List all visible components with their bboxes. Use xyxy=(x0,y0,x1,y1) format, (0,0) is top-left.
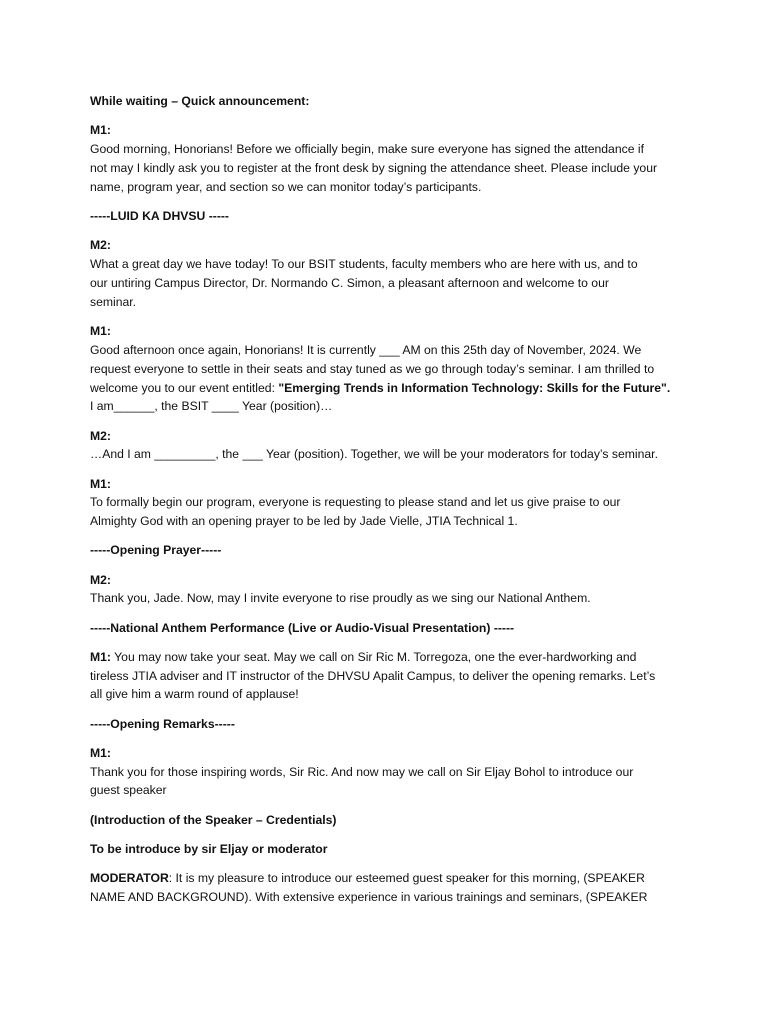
text-line: NAME AND BACKGROUND). With extensive experience in various trainings and seminars, (SPEAKER xyxy=(90,889,648,904)
heading-quick-announcement: While waiting – Quick announcement: xyxy=(90,94,310,108)
paragraph-m1-opening-remarks xyxy=(90,648,690,705)
paragraph-m2-moderators xyxy=(90,427,690,465)
text-line: What a great day we have today! To our BSIT students, faculty members who are here with us, and to xyxy=(90,256,638,271)
speaker-label: MODERATOR xyxy=(90,870,169,885)
text-line: Good afternoon once again, Honorians! It is currently ___ AM on this 25th day of November, 2024. We xyxy=(90,342,642,357)
event-title: "Emerging Trends in Information Technology: Skills for the Future". xyxy=(278,380,671,395)
paragraph-moderator-intro xyxy=(90,869,690,907)
paragraph-m1-prayer xyxy=(90,475,690,532)
section-marker-luid: -----LUID KA DHVSU ----- xyxy=(90,208,229,223)
paragraph-m1-event-title xyxy=(90,322,690,417)
speaker-label: M1: xyxy=(90,323,111,338)
speaker-label: M1: xyxy=(90,123,111,138)
paragraph-m2-anthem xyxy=(90,571,690,609)
text-line: our untiring Campus Director, Dr. Normando C. Simon, a pleasant afternoon and welcome to our xyxy=(90,275,609,290)
text-segment: welcome you to our event entitled: xyxy=(90,380,279,395)
speaker-label: M2: xyxy=(90,572,111,587)
document-page xyxy=(90,92,690,917)
text-line: guest speaker xyxy=(90,783,167,798)
heading-speaker-introduction: (Introduction of the Speaker – Credentials) xyxy=(90,812,337,827)
text-line-inline-speaker xyxy=(90,869,690,888)
section-marker-opening-prayer: -----Opening Prayer----- xyxy=(90,543,222,558)
text-segment: You may now take your seat. May we call on Sir Ric M. Torregoza, one the ever-hardworking and xyxy=(111,649,637,664)
text-line: all give him a warm round of applause! xyxy=(90,687,299,702)
paragraph-m2-welcome xyxy=(90,236,690,312)
heading-introducer-note: To be introduce by sir Eljay or moderator xyxy=(90,841,328,856)
text-line: Thank you, Jade. Now, may I invite everyone to rise proudly as we sing our National Anthem. xyxy=(90,591,591,606)
text-line: not may I kindly ask you to register at the front desk by signing the attendance sheet. Please include your xyxy=(90,160,658,175)
section-marker-opening-remarks: -----Opening Remarks----- xyxy=(90,716,235,731)
text-line: I am______, the BSIT ____ Year (position)… xyxy=(90,399,333,414)
text-segment: : It is my pleasure to introduce our esteemed guest speaker for this morning, (SPEAKER xyxy=(168,870,645,885)
text-line-inline-speaker xyxy=(90,648,690,667)
section-marker-national-anthem: -----National Anthem Performance (Live or Audio-Visual Presentation) ----- xyxy=(90,620,515,635)
text-line: Almighty God with an opening prayer to be led by Jade Vielle, JTIA Technical 1. xyxy=(90,514,518,529)
text-line: Thank you for those inspiring words, Sir Ric. And now may we call on Sir Eljay Bohol to introduce our xyxy=(90,764,634,779)
text-line: name, program year, and section so we can monitor today’s participants. xyxy=(90,179,482,194)
text-line: request everyone to settle in their seats and stay tuned as we go through today’s seminar. I am thrilled to xyxy=(90,361,655,376)
speaker-label: M2: xyxy=(90,238,111,252)
text-line: To formally begin our program, everyone is requesting to please stand and let us give praise to our xyxy=(90,495,621,510)
speaker-label: M2: xyxy=(90,428,111,443)
text-line: Good morning, Honorians! Before we officially begin, make sure everyone has signed the attendance if xyxy=(90,142,644,156)
speaker-label: M1: xyxy=(90,745,111,760)
text-line: tireless JTIA adviser and IT instructor of the DHVSU Apalit Campus, to deliver the opening remarks. Let’s xyxy=(90,668,656,683)
text-line: …And I am _________, the ___ Year (position). Together, we will be your moderators for today’s seminar. xyxy=(90,447,658,462)
speaker-label: M1: xyxy=(90,649,111,664)
text-line-event xyxy=(90,379,690,398)
paragraph-m1-guest-speaker xyxy=(90,744,690,801)
text-line: seminar. xyxy=(90,294,137,309)
speaker-label: M1: xyxy=(90,476,111,491)
paragraph-m1-greeting xyxy=(90,121,690,197)
